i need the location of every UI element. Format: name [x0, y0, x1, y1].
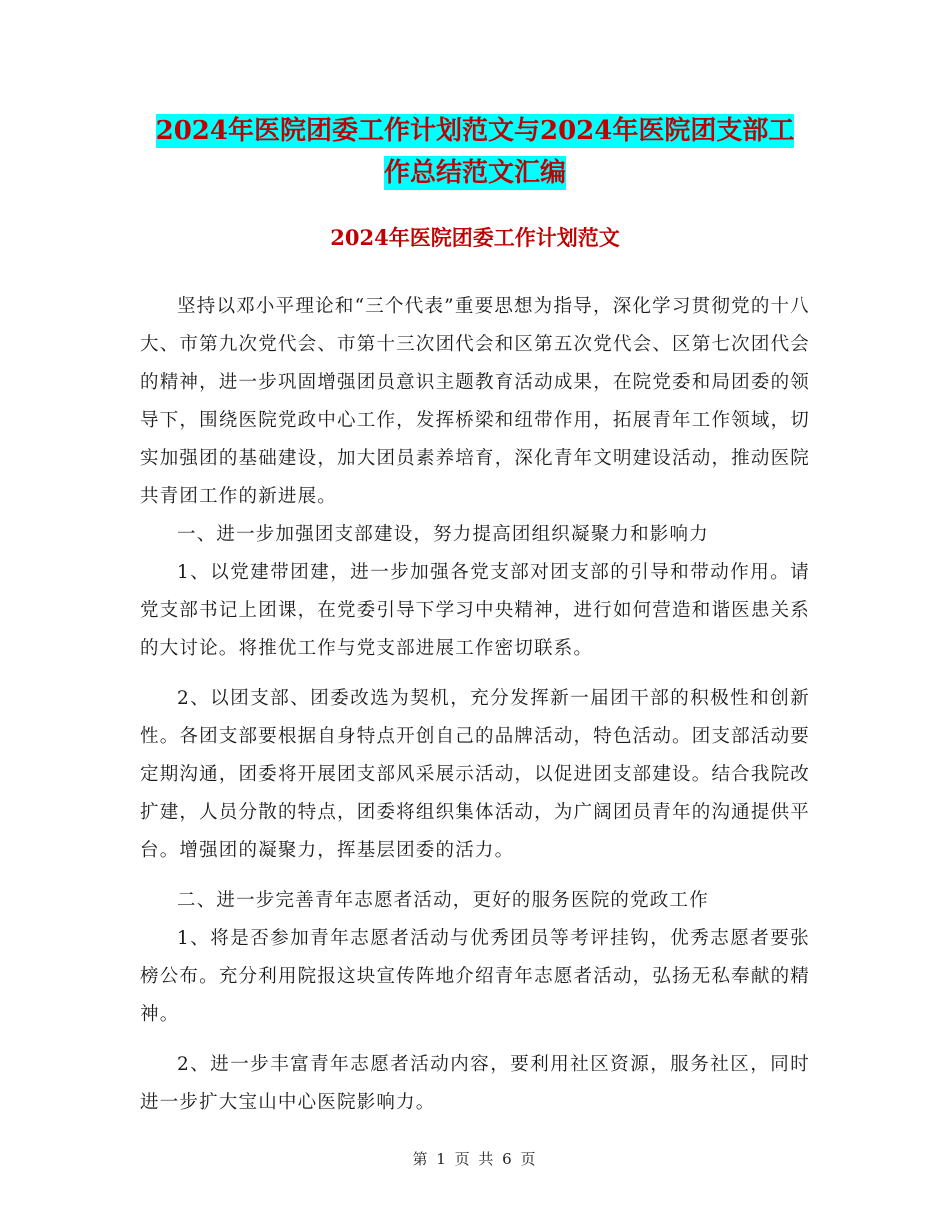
paragraph-item-1-2: 2、以团支部、团委改选为契机，充分发挥新一届团干部的积极性和创新性。各团支部要根据自身特点开创自己的品牌活动，特色活动。团支部活动要定期沟通，团委将开展团支部风采展示活动，以促进团支部建设。结合我院改扩建，人员分散的特点，团委将组织集体活动，为广阔团员青年的沟通提供平台。增强团的凝聚力，挥基层团委的活力。 [140, 688, 810, 861]
document-title-line-2 [0, 152, 950, 194]
paragraph-item-2-2: 2、进一步丰富青年志愿者活动内容，要利用社区资源，服务社区，同时进一步扩大宝山中心医院影响力。 [140, 1054, 810, 1113]
section-heading: 2024年医院团委工作计划范文 [330, 225, 620, 250]
document-title-text-2: 作总结范文汇编 [383, 158, 566, 188]
document-body [140, 288, 810, 1122]
document-title-text-1: 2024年医院团委工作计划范文与2024年医院团支部工 [155, 116, 795, 146]
page-footer: 第 1 页 共 6 页 [412, 1150, 538, 1168]
document-title-line-1 [0, 110, 950, 152]
paragraph-item-1-1: 1、以党建带团建，进一步加强各党支部对团支部的引导和带动作用。请党支部书记上团课，在党委引导下学习中央精神，进行如何营造和谐医患关系的大讨论。将推优工作与党支部进展工作密切联系。 [140, 562, 810, 659]
paragraph-intro: 坚持以邓小平理论和“三个代表”重要思想为指导，深化学习贯彻党的十八大、市第九次党代会、市第十三次团代会和区第五次党代会、区第七次团代会的精神，进一步巩固增强团员意识主题教育活动成果，在院党委和局团委的领导下，围绕医院党政中心工作，发挥桥梁和纽带作用，拓展青年工作领域，切实加强团的基础建设，加大团员素养培育，深化青年文明建设活动，推动医院共青团工作的新进展。 [140, 296, 810, 507]
paragraph-item-2-1: 1、将是否参加青年志愿者活动与优秀团员等考评挂钩，优秀志愿者要张榜公布。充分利用院报这块宣传阵地介绍青年志愿者活动，弘扬无私奉献的精神。 [140, 928, 810, 1025]
paragraph-heading-2: 二、进一步完善青年志愿者活动，更好的服务医院的党政工作 [177, 890, 709, 911]
paragraph-heading-1: 一、进一步加强团支部建设，努力提高团组织凝聚力和影响力 [177, 524, 709, 545]
